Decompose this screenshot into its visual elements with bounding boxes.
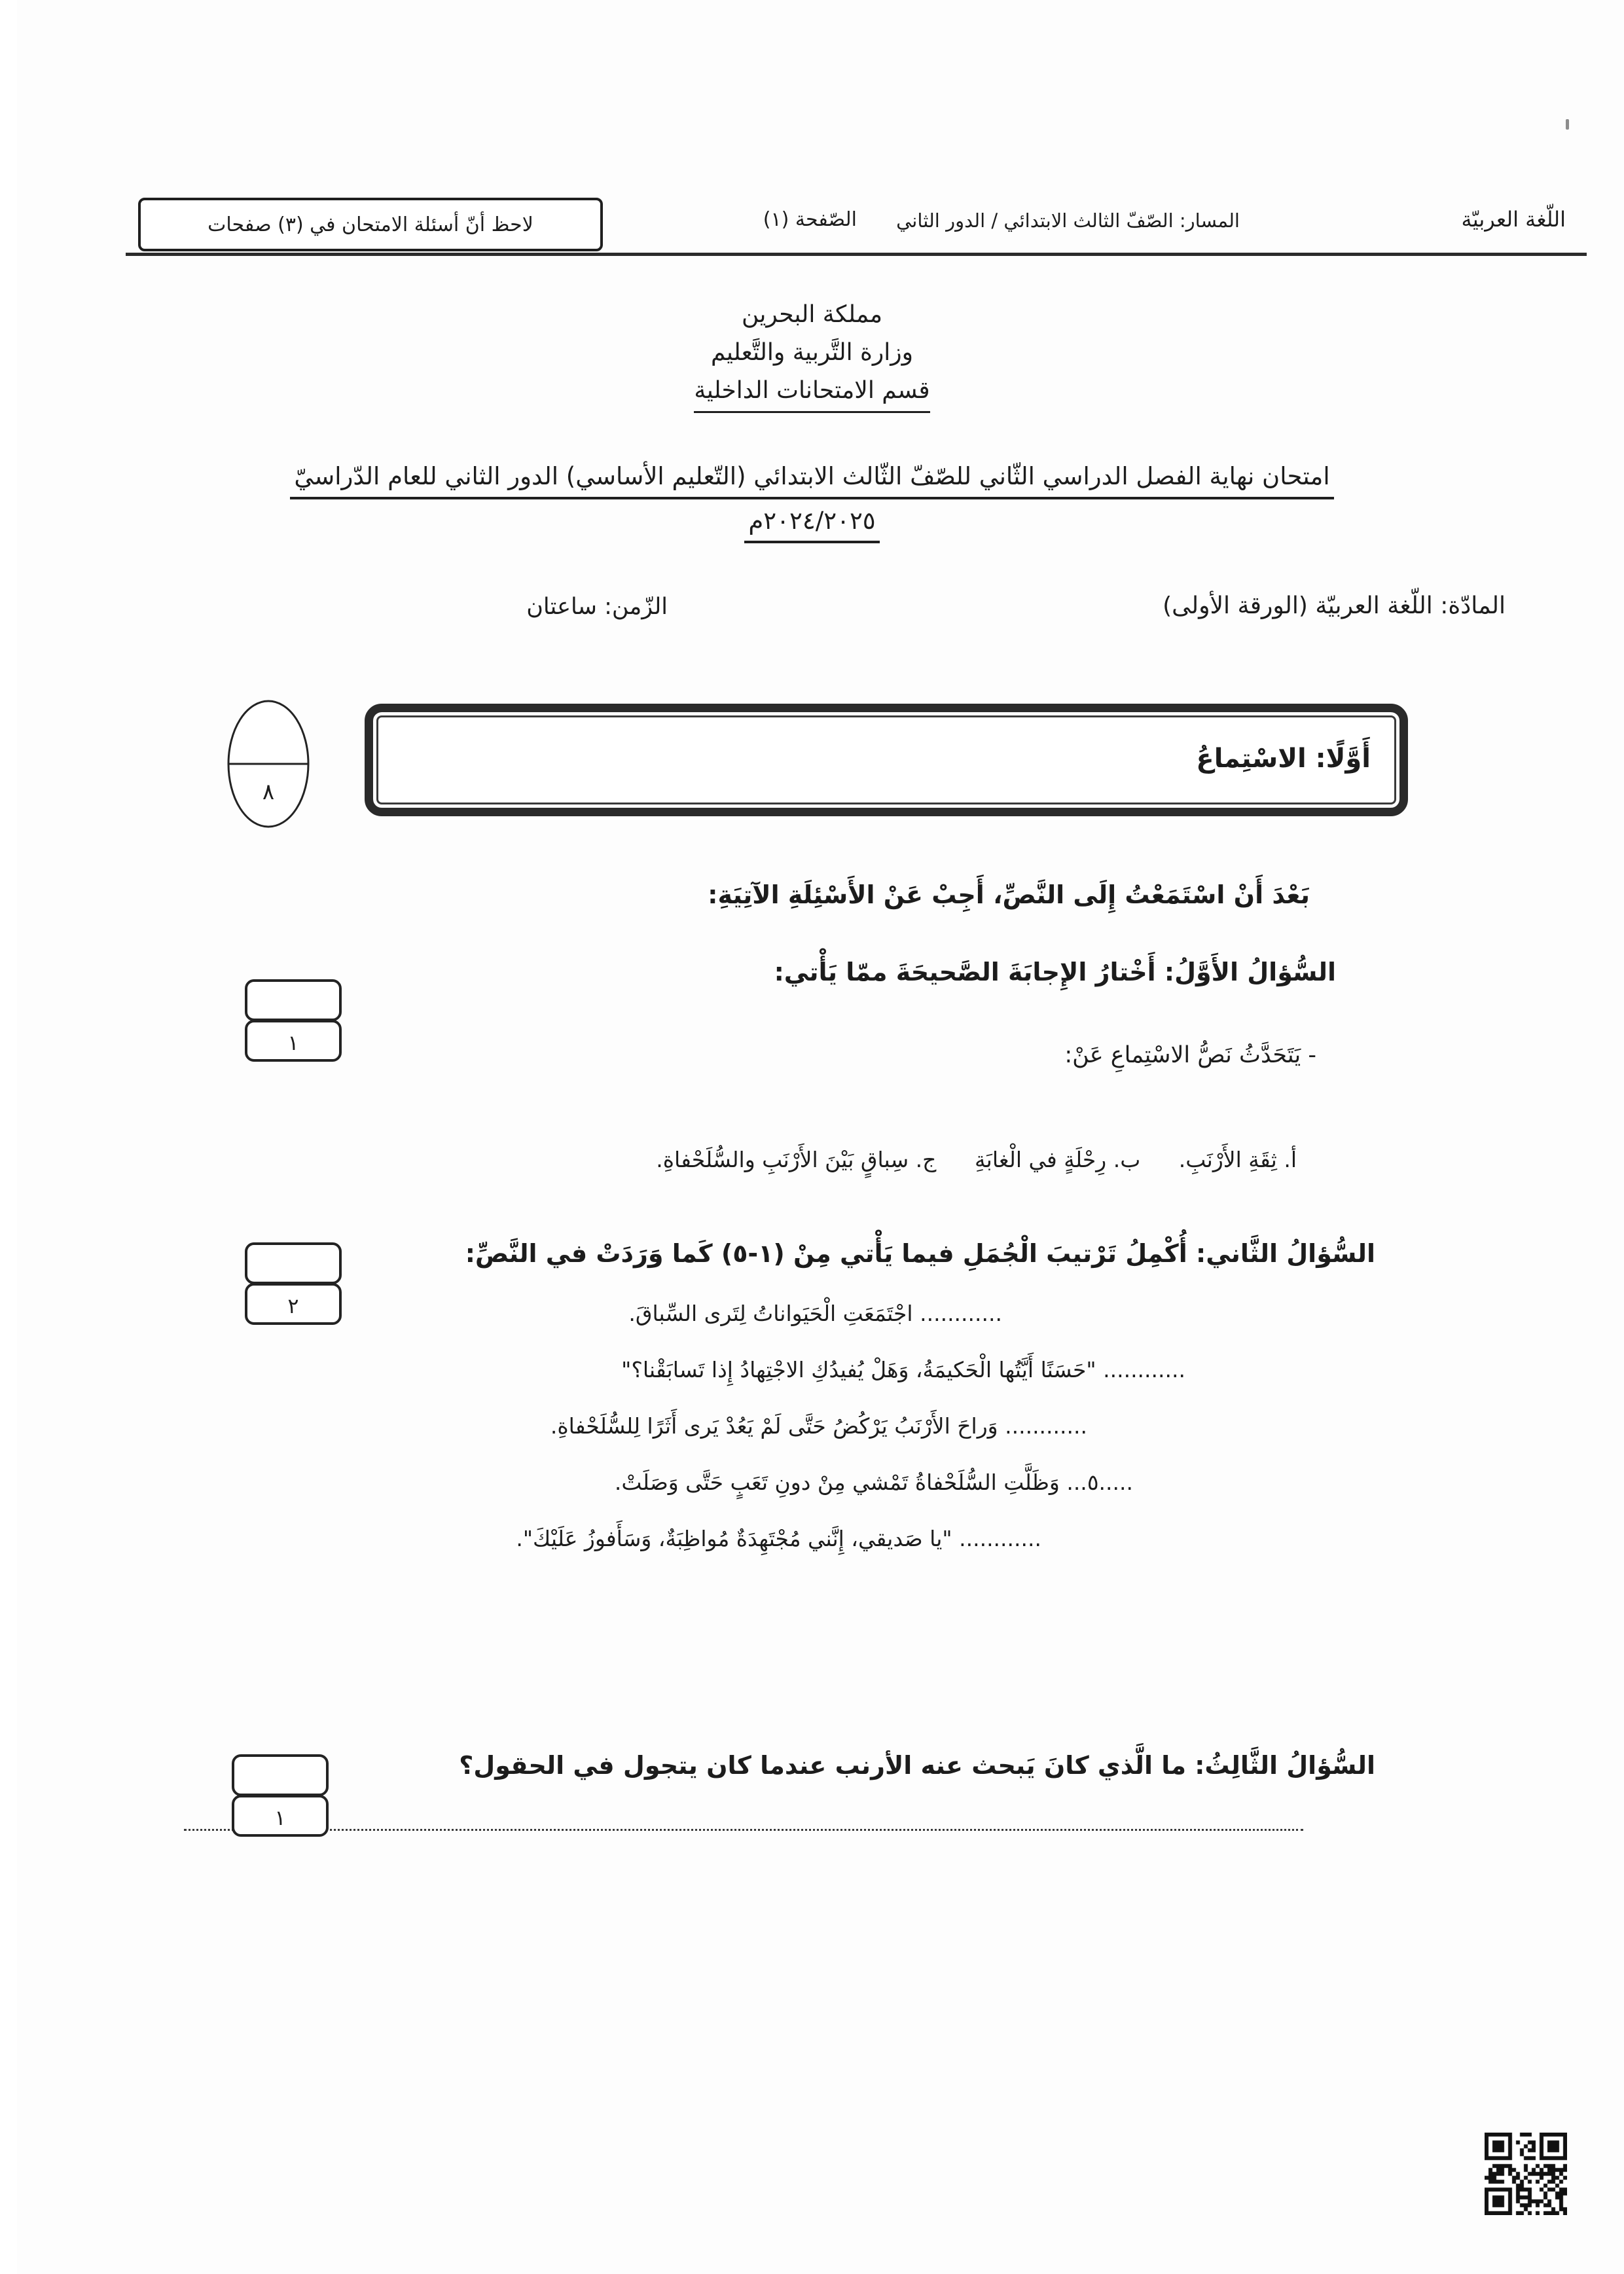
option-a[interactable]: أ. ثِقَةِ الأَرْنَبِ. (1178, 1147, 1297, 1172)
score-input-box[interactable] (232, 1754, 329, 1796)
ordering-text: "حَسَنًا أَيَّتُها الْحَكيمَةُ، وَهَلْ يُفيدُكِ الاجْتِهادُ إِذا تَسابَقْنا؟" (621, 1357, 1096, 1382)
header-subject: اللّغة العربيّة (1461, 207, 1566, 232)
header-track: المسار: الصّفّ الثالث الابتدائي / الدور الثاني (896, 209, 1240, 232)
header-divider (126, 253, 1587, 256)
ordering-item[interactable] (125, 1525, 1408, 1581)
section-title: أَوَّلًا: الاسْتِماعُ (1196, 744, 1371, 774)
ministry-name: وزارة التَّربية والتَّعليم (710, 339, 914, 366)
qr-code (1485, 2133, 1567, 2215)
exam-title-block (0, 458, 1624, 543)
score-total-box (245, 1020, 342, 1062)
ordering-text: "يا صَديقي، إِنَّني مُجْتَهِدَةٌ مُواظِبَةٌ، وَسَأَفوزُ عَلَيْكَ". (516, 1526, 952, 1551)
exam-title-line: امتحان نهاية الفصل الدراسي الثّاني للصّفّ الثّالث الابتدائي (التّعليم الأساسي) الدور الثاني للعام الدّراسيّ (290, 458, 1333, 499)
ordering-blank[interactable]: ............ (959, 1526, 1041, 1551)
ordering-text: وَظَلَّتِ السُّلَحْفاةُ تَمْشي مِنْ دونِ تَعَبٍ حَتَّى وَصَلَتْ. (614, 1470, 1060, 1495)
section-marks-ellipse (226, 699, 311, 829)
question-2-title: السُّؤالُ الثَّاني: أُكْمِلُ تَرْتيبَ الْجُمَلِ فيما يَأْتي مِنْ (١-٥) كَما وَرَدَتْ في النَّصِّ: (465, 1239, 1375, 1268)
score-input-box[interactable] (245, 1242, 342, 1284)
question-3-title: السُّؤالُ الثَّالِثُ: ما الَّذي كانَ يَبحث عنه الأرنب عندما كان يتجول في الحقول؟ (459, 1751, 1375, 1780)
score-total-value: ١ (274, 1805, 286, 1830)
section-banner-listening (365, 704, 1408, 816)
score-total-box (245, 1283, 342, 1325)
meta-subject: المادّة: اللّغة العربيّة (الورقة الأولى) (1163, 592, 1506, 619)
meta-time: الزّمن: ساعتان (526, 594, 668, 620)
section-marks-value: ٨ (262, 779, 275, 805)
ellipse-shape (226, 699, 311, 829)
ordering-blank[interactable]: ............ (1005, 1413, 1087, 1439)
exam-meta-row (262, 592, 1506, 632)
header-page-number: الصّفحة (١) (763, 208, 857, 231)
option-c[interactable]: ج. سِباقٍ بَيْنَ الأَرْنَبِ والسُّلَحْفاةِ. (656, 1147, 937, 1172)
question-3-answer-line[interactable] (184, 1826, 1303, 1831)
ministry-block (0, 296, 1624, 413)
ordering-item[interactable] (125, 1412, 1408, 1468)
pages-notice-text: لاحظ أنّ أسئلة الامتحان في (٣) صفحات (208, 213, 533, 236)
question-1-title: السُّؤالُ الأَوَّلُ: أَخْتارُ الإِجابَةَ الصَّحيحَةَ ممّا يَأْتي: (774, 958, 1336, 986)
ordering-blank[interactable]: ............ (920, 1301, 1002, 1326)
ordering-text: اجْتَمَعَتِ الْحَيَواناتُ لِتَرى السِّباقَ. (628, 1301, 913, 1326)
score-box-question-3 (211, 1754, 329, 1837)
ordering-text: وَراحَ الأَرْنَبُ يَرْكُضُ حَتَّى لَمْ يَعُدْ يَرى أَثَرًا لِلسُّلَحْفاةِ. (550, 1413, 998, 1439)
listening-instruction: بَعْدَ أَنْ اسْتَمَعْتُ إِلَى النَّصِّ، أَجِبْ عَنْ الأَسْئِلَةِ الآتِيَةِ: (708, 880, 1310, 909)
option-b[interactable]: ب. رِحْلَةٍ في الْغابَةِ (974, 1147, 1141, 1172)
country-name: مملكة البحرين (742, 301, 882, 328)
ordering-item[interactable] (125, 1468, 1408, 1525)
question-1-options (14, 1147, 1297, 1172)
scan-speck (1566, 119, 1569, 130)
exam-academic-year: ٢٠٢٤/٢٠٢٥م (744, 503, 879, 543)
score-box-question-1 (224, 979, 342, 1062)
question-2-ordering-list (125, 1299, 1408, 1581)
score-box-question-2 (224, 1242, 342, 1325)
score-total-box (232, 1795, 329, 1837)
score-total-value: ١ (287, 1030, 299, 1055)
department-name: قسم الامتحانات الداخلية (694, 372, 929, 413)
ordering-blank[interactable]: ............ (1103, 1357, 1185, 1382)
page-header (126, 196, 1587, 253)
ordering-blank-filled[interactable]: .....٥... (1066, 1470, 1133, 1495)
question-1-stem: - يَتَحَدَّثُ نَصُّ الاسْتِماعِ عَنْ: (1064, 1042, 1316, 1068)
score-total-value: ٢ (287, 1293, 299, 1318)
pages-notice-box (138, 198, 603, 251)
qr-code-canvas (1485, 2133, 1567, 2215)
score-input-box[interactable] (245, 979, 342, 1021)
ordering-item[interactable] (125, 1356, 1408, 1412)
